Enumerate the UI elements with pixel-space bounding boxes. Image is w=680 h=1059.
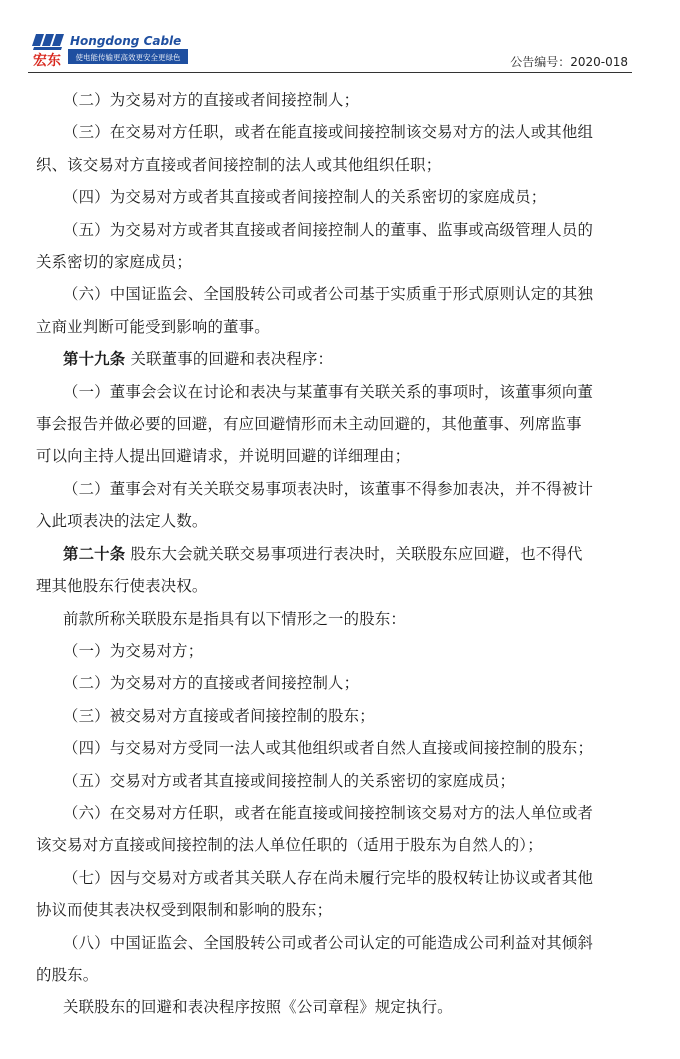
paragraph-line xyxy=(36,991,640,1023)
logo-text-cn: 宏东 xyxy=(33,53,61,68)
page-header xyxy=(0,0,680,82)
document-body xyxy=(36,84,640,1024)
paragraph-line xyxy=(36,408,640,440)
paragraph-text: （五）为交易对方或者其直接或者间接控制人的董事、监事或高级管理人员的 xyxy=(63,220,594,239)
paragraph-text: （三）在交易对方任职，或者在能直接或间接控制该交易对方的法人或其他组 xyxy=(63,123,594,142)
paragraph-line xyxy=(36,181,640,213)
paragraph-line xyxy=(36,376,640,408)
paragraph-text: 理其他股东行使表决权。 xyxy=(36,577,208,596)
paragraph-line xyxy=(36,440,640,472)
paragraph-text: 入此项表决的法定人数。 xyxy=(36,512,208,531)
notice-label: 公告编号： xyxy=(510,55,571,69)
paragraph-text: 立商业判断可能受到影响的董事。 xyxy=(36,317,270,336)
paragraph-text: （七）因与交易对方或者其关联人存在尚未履行完毕的股权转让协议或者其他 xyxy=(63,868,594,887)
paragraph-line xyxy=(36,149,640,181)
paragraph-text: 事会报告并做必要的回避，有应回避情形而未主动回避的，其他董事、列席监事 xyxy=(36,415,582,434)
paragraph-text: （二）为交易对方的直接或者间接控制人； xyxy=(63,91,360,109)
paragraph-text: （八）中国证监会、全国股转公司或者公司认定的可能造成公司利益对其倾斜 xyxy=(63,933,594,952)
paragraph-text: （四）与交易对方受同一法人或其他组织或者自然人直接或间接控制的股东； xyxy=(63,739,594,758)
paragraph-text: （五）交易对方或者其直接或间接控制人的关系密切的家庭成员； xyxy=(63,771,516,790)
paragraph-line xyxy=(36,862,640,894)
article-heading-line xyxy=(36,343,640,375)
paragraph-text: 的股东。 xyxy=(36,965,99,984)
logo-mark-icon xyxy=(32,34,64,50)
paragraph-text: 关系密切的家庭成员； xyxy=(36,253,192,272)
article-heading-line xyxy=(36,538,640,570)
article-number: 第十九条 xyxy=(63,350,126,369)
paragraph-text: 前款所称关联股东是指具有以下情形之一的股东： xyxy=(63,609,406,628)
company-logo xyxy=(30,32,190,68)
paragraph-line xyxy=(36,927,640,959)
paragraph-text: 织、该交易对方直接或者间接控制的法人或其他组织任职； xyxy=(36,155,442,174)
paragraph-line xyxy=(36,246,640,278)
paragraph-text: 关联董事的回避和表决程序： xyxy=(125,350,334,369)
paragraph-text: （四）为交易对方或者其直接或者间接控制人的关系密切的家庭成员； xyxy=(63,188,547,207)
paragraph-text: （一）董事会会议在讨论和表决与某董事有关联关系的事项时，该董事须向董 xyxy=(63,382,594,401)
paragraph-text: （二）董事会对有关关联交易事项表决时，该董事不得参加表决，并不得被计 xyxy=(63,479,594,498)
paragraph-text: （六）中国证监会、全国股转公司或者公司基于实质重于形式原则认定的其独 xyxy=(63,285,594,304)
paragraph-text: （三）被交易对方直接或者间接控制的股东； xyxy=(63,706,375,725)
paragraph-line xyxy=(36,700,640,732)
paragraph-line xyxy=(36,505,640,537)
paragraph-line xyxy=(36,473,640,505)
logo-text-en: Hongdong Cable xyxy=(70,34,182,48)
paragraph-text: （六）在交易对方任职，或者在能直接或间接控制该交易对方的法人单位或者 xyxy=(63,803,594,822)
paragraph-line xyxy=(36,732,640,764)
paragraph-text: 可以向主持人提出回避请求，并说明回避的详细理由； xyxy=(36,447,411,466)
paragraph-text: 关联股东的回避和表决程序按照《公司章程》规定执行。 xyxy=(63,998,453,1017)
article-number: 第二十条 xyxy=(63,544,126,563)
paragraph-line xyxy=(36,311,640,343)
paragraph-line xyxy=(36,829,640,861)
paragraph-line xyxy=(36,214,640,246)
paragraph-line xyxy=(36,570,640,602)
paragraph-line xyxy=(36,603,640,635)
header-divider xyxy=(28,72,632,73)
paragraph-line xyxy=(36,116,640,148)
logo-slogan: 使电能传输更高效更安全更绿色 xyxy=(75,53,181,62)
paragraph-text: （一）为交易对方； xyxy=(63,641,204,660)
paragraph-line xyxy=(36,667,640,699)
paragraph-line xyxy=(36,84,640,116)
paragraph-line xyxy=(36,959,640,991)
paragraph-text: 该交易对方直接或间接控制的法人单位任职的（适用于股东为自然人的）； xyxy=(36,836,543,855)
notice-number xyxy=(510,53,628,70)
paragraph-text: （二）为交易对方的直接或者间接控制人； xyxy=(63,674,360,693)
notice-value: 2020-018 xyxy=(570,55,628,69)
paragraph-line xyxy=(36,765,640,797)
paragraph-line xyxy=(36,797,640,829)
paragraph-line xyxy=(36,894,640,926)
paragraph-line xyxy=(36,635,640,667)
paragraph-text: 股东大会就关联交易事项进行表决时，关联股东应回避，也不得代 xyxy=(125,544,583,563)
paragraph-text: 协议而使其表决权受到限制和影响的股东； xyxy=(36,901,333,920)
paragraph-line xyxy=(36,278,640,310)
